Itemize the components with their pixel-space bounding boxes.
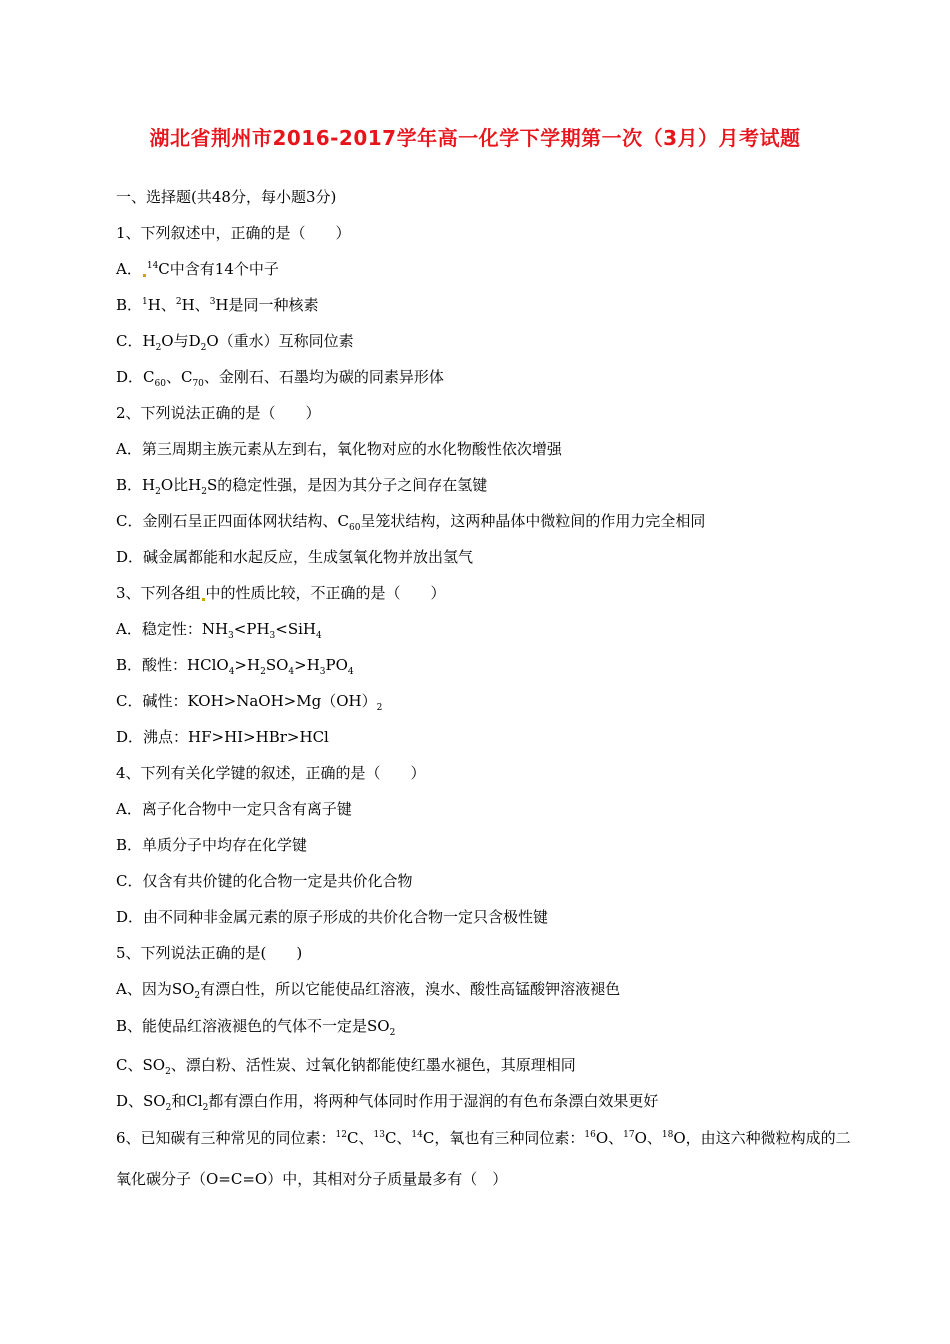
question-2-option-d: D．碱金属都能和水起反应，生成氢氧化物并放出氢气 — [116, 548, 474, 566]
question-3-option-a: A．稳定性：$NH_3<PH_3<SiH_4$ — [116, 620, 322, 641]
question-5-option-d: D、$SO_2$和$Cl_2$都有漂白作用，将两种气体同时作用于湿润的有色布条漂白效果更好 — [116, 1092, 659, 1113]
question-4-option-c: C．仅含有共价键的化合物一定是共价化合物 — [116, 872, 413, 890]
question-2-option-a: A．第三周期主族元素从左到右，氧化物对应的水化物酸性依次增强 — [116, 440, 562, 458]
question-2-stem: 2、下列说法正确的是（ ） — [116, 404, 321, 422]
question-5-option-a: A、因为$SO_2$有漂白性，所以它能使品红溶液，溴水、酸性高锰酸钾溶液褪色 — [116, 980, 621, 1001]
question-1-option-d: D．$C_{60}$、$C_{70}$、金刚石、石墨均为碳的同素异形体 — [116, 368, 444, 389]
question-4-option-b: B．单质分子中均存在化学键 — [116, 836, 308, 854]
question-3-option-c: C．碱性：$KOH>NaOH>Mg(OH)_2$ — [116, 692, 383, 713]
question-2-option-b: B．$H_2O$比$H_2S$的稳定性强，是因为其分子之间存在氢键 — [116, 476, 488, 497]
page-title: 湖北省荆州市2016-2017学年高一化学下学期第一次（3月）月考试题 — [149, 126, 801, 150]
mark-dot — [202, 598, 205, 601]
question-3-option-d: D．沸点：HF>HI>HBr>HCl — [116, 728, 329, 746]
question-1-stem: 1、下列叙述中，正确的是（ ） — [116, 224, 351, 242]
question-3-option-b: B．酸性：$HClO_4>H_2SO_4>H_3PO_4$ — [116, 656, 354, 677]
question-1-option-c: C．$H_2O$与$D_2O$（重水）互称同位素 — [116, 332, 354, 353]
question-2-option-c: C．金刚石呈正四面体网状结构、$C_{60}$呈笼状结构，这两种晶体中微粒间的作用力完全相同 — [116, 512, 706, 533]
question-5-stem: 5、下列说法正确的是( ) — [116, 944, 303, 962]
question-1-option-b: B．$^1$H、$^2$H、$^3$H是同一种核素 — [116, 296, 319, 314]
question-6-stem-line-2: 氧化碳分子（O=C=O）中，其相对分子质量最多有（ ） — [116, 1170, 508, 1188]
question-4-stem: 4、下列有关化学键的叙述，正确的是（ ） — [116, 764, 426, 782]
question-1-option-a: A． $^{14}$C中含有14个中子 — [116, 260, 279, 278]
question-5-option-b: B、能使品红溶液褪色的气体不一定是$SO_2$ — [116, 1017, 396, 1038]
question-6-stem-line-1: 6、已知碳有三种常见的同位素：$^{12}$C、$^{13}$C、$^{14}$C，氧也有三种同位素：$^{16}$O、$^{17}$O、$^{18}$O，由这六种微粒构成的二 — [116, 1129, 851, 1147]
question-5-option-c: C、$SO_2$、漂白粉、活性炭、过氧化钠都能使红墨水褪色，其原理相同 — [116, 1056, 576, 1077]
question-4-option-d: D．由不同种非金属元素的原子形成的共价化合物一定只含极性键 — [116, 908, 549, 926]
mark-dot — [143, 274, 146, 277]
section-heading: 一、选择题(共48分，每小题3分) — [116, 188, 337, 206]
question-3-stem: 3、下列各组 中的性质比较，不正确的是（ ） — [116, 584, 446, 602]
question-4-option-a: A．离子化合物中一定只含有离子键 — [116, 800, 352, 818]
